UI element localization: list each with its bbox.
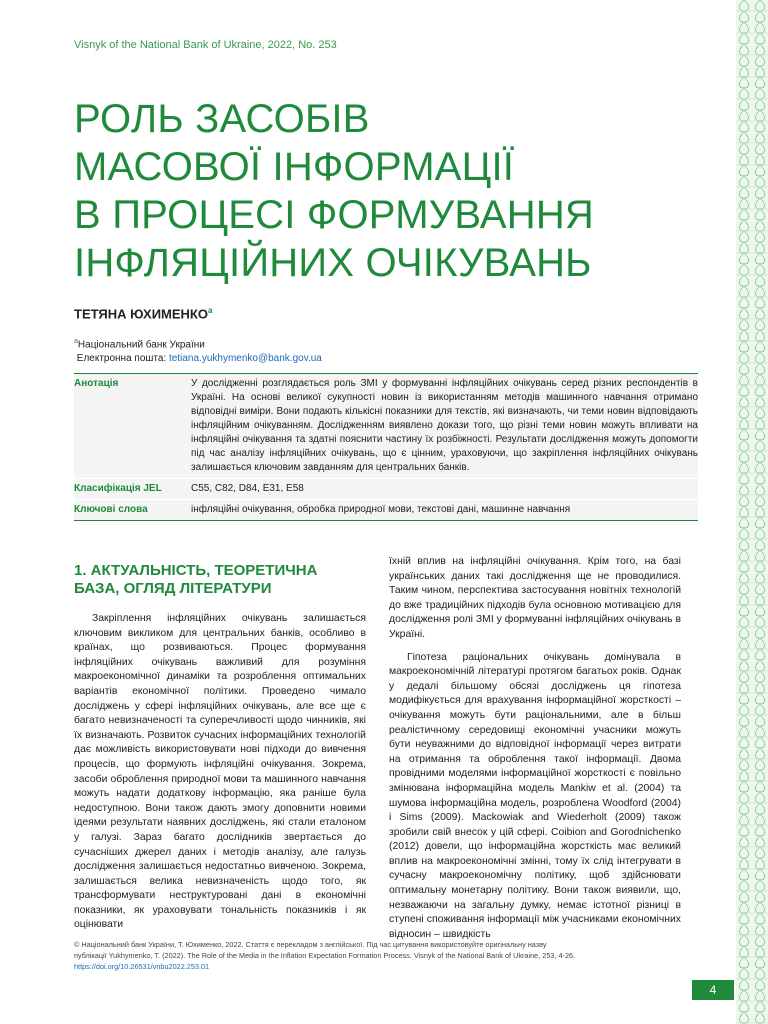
author-name-text: ТЕТЯНА ЮХИМЕНКО — [74, 306, 208, 322]
author-name — [74, 306, 212, 321]
body-paragraph: Закріплення інфляційних очікувань залишається ключовим викликом для центральних банків, особливо в країнах, що розвиваються. Процес формування інфляційних очікувань важливий для розуміння макроекономічної динаміки та розроблення оптимальних варіантів економічної політики. Проведено чимало досліджень у сфері інфляційних очікувань, але все ще є багато невизначеності та суперечливості щодо чинників, які їх визначають. Розвиток сучасних інформаційних технологій дає можливість використовувати нові підходи до вивчення процесів, що формують інфляційні очікування. Зокрема, засоби оброблення природної мови та машинного навчання можуть надати додаткову інформацію, яка раніше була недоступною. Вони також дають змогу доповнити новими ідеями результати наявних досліджень, які стали еталоном у галузі. Зараз багато дослідників звертається до сучасніших джерел даних і методів аналізу, але галузь дослідження залишається недостатньо вивченою. Зокрема, залишається велика невизначеність щодо того, як трансформувати неструктуровані дані в економічні показники, як ураховувати тональність показників і як оцінювати — [74, 613, 366, 931]
affiliation-marker: a — [74, 338, 78, 345]
jel-codes: C55, C82, D84, E31, E58 — [191, 483, 304, 494]
article-title — [74, 95, 714, 287]
jel-row — [74, 478, 698, 499]
doi-link[interactable]: https://doi.org/10.26531/vnbu2022.253.01 — [74, 962, 210, 971]
title-line-1: РОЛЬ ЗАСОБІВ — [74, 97, 370, 141]
title-line-2: МАСОВОЇ ІНФОРМАЦІЇ — [74, 145, 515, 189]
abstract-text: У дослідженні розглядається роль ЗМІ у формуванні інфляційних очікувань серед різних респондентів в Україні. На основі великої сукупності новин із використанням методів машинного навчання отримано відповідні виміри. Вони подають кількісні показники для текстів, які визначають, чи теми новин відповідають інфляційним очікуванням. Дослідженням виявлено докази того, що різні теми новин можуть впливати на інфляційні очікування та здатні пояснити частину їх розбіжності. Результати дослідження можуть допомогти під час аналізу інфляційних очікувань, що є цінним, ураховуючи, що закріплення інфляційних очікувань залишається ключовим завданням для центральних банків. — [191, 378, 698, 473]
page-number: 4 — [692, 980, 734, 1000]
email-label: Електронна пошта: — [76, 353, 170, 365]
journal-header: Visnyk of the National Bank of Ukraine, 2022, No. 253 — [74, 39, 337, 51]
side-ornament — [736, 0, 768, 1024]
footer-line-1: © Національний банк України, Т. Юхименко, 2022. Стаття є перекладом з англійської. Під час цитування використовуйте оригінальну назву — [74, 940, 547, 949]
title-line-4: ІНФЛЯЦІЙНИХ ОЧІКУВАНЬ — [74, 241, 592, 285]
email-link[interactable]: tetiana.yukhymenko@bank.gov.ua — [169, 353, 322, 365]
jel-label: Класифікація JEL — [74, 483, 162, 494]
keywords-row — [74, 499, 698, 520]
copyright-footer — [74, 939, 694, 972]
left-column — [74, 562, 366, 933]
section-heading: 1. АКТУАЛЬНІСТЬ, ТЕОРЕТИЧНА БАЗА, ОГЛЯД ЛІТЕРАТУРИ — [74, 562, 318, 597]
abstract-row — [74, 374, 698, 478]
body-paragraph: Гіпотеза раціональних очікувань домінувала в макроекономічній літературі протягом багатьох років. Однак у дедалі більшому обсязі досліджень ця гіпотеза модифікується для врахування інформаційної жорсткості – очікування можуть бути раціональними, але в більш реалістичному середовищі економічні учасники можуть бути неуважними до відповідної інформації через витрати на отримання та оброблення такої інформації. Двома провідними моделями інформаційної жорсткості є повільно змінювана інформаційна модель Mankiw et al. (2004) та шумова інформаційна модель, розроблена Woodford (2004) і Sims (2009). Mackowiak and Wiederholt (2009) також зробили свій внесок у цій сфері. Coibion and Gorodnichenko (2012) довели, що інформаційна жорсткість має великий вплив на макроекономічні змінні, тому їх слід інтегрувати в сучасну макроекономічну політику, щоб здійснювати оптимальну монетарну політику. Вони також виявили, що, незважаючи на загальну думку, немає істотної різниці в ступені споживання інформації між учасниками економічних відносин – швидкість — [389, 651, 681, 940]
abstract-label: Анотація — [74, 378, 119, 389]
right-column — [389, 555, 681, 942]
title-line-3: В ПРОЦЕСІ ФОРМУВАННЯ — [74, 193, 595, 237]
affiliation — [74, 335, 322, 366]
keywords-text: інфляційні очікування, обробка природної мови, текстові дані, машинне навчання — [191, 504, 571, 515]
author-marker: a — [207, 306, 213, 315]
footer-line-2: публікації Yukhymenko, T. (2022). The Role of the Media in the Inflation Expectation Formation Process. Visnyk of the National Bank of Ukraine, 253, 4-26. — [74, 951, 576, 960]
affiliation-institution: Національний банк України — [77, 339, 205, 351]
article-metadata-table — [74, 373, 698, 521]
ornament-pattern-icon — [736, 0, 768, 1024]
body-paragraph: їхній вплив на інфляційні очікування. Крім того, на базі українських даних такі дослідження ще не проводилися. Таким чином, перспектива застосування новітніх технологій до вже традиційних підходів була основною мотивацією для дослідження ролі ЗМІ у формуванні інфляційних очікувань в Україні. — [389, 556, 681, 640]
keywords-label: Ключові слова — [74, 504, 148, 515]
